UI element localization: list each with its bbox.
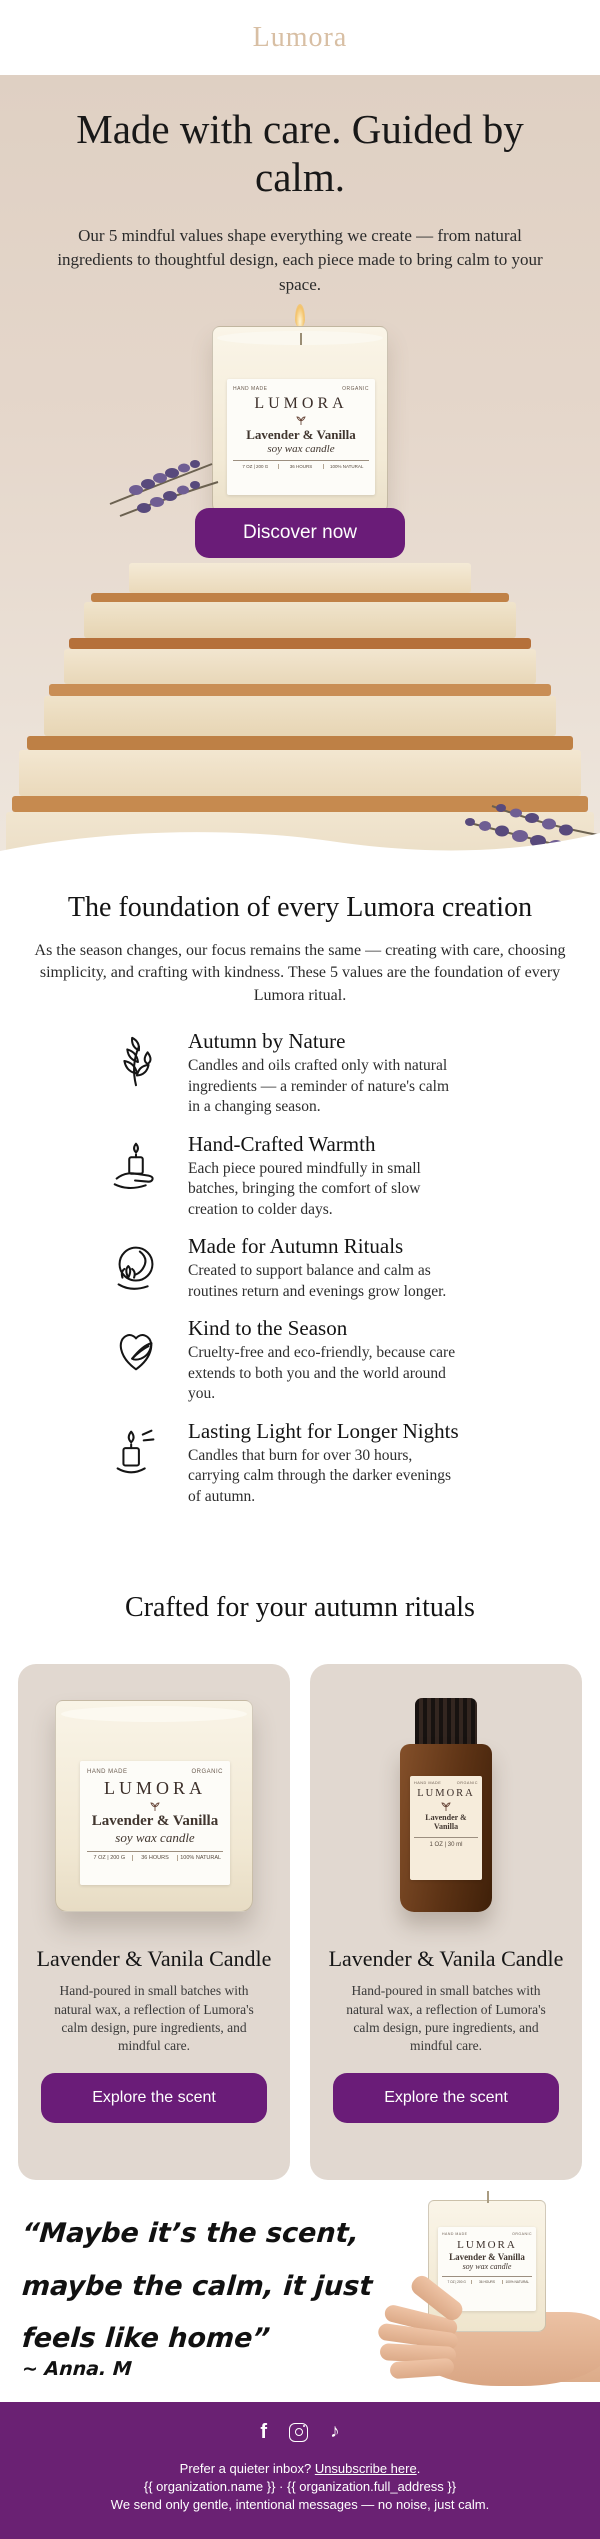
label-type: soy wax candle bbox=[462, 2262, 512, 2271]
unsubscribe-link[interactable]: Unsubscribe here bbox=[314, 2461, 417, 2476]
label-specs bbox=[233, 460, 369, 469]
bottle-cap bbox=[415, 1698, 477, 1746]
product-description: Hand-poured in small batches with natural wax, a reflection of Lumora's calm design, pure ingredients, and mindful care. bbox=[54, 1983, 254, 2054]
email-footer bbox=[0, 2402, 600, 2539]
label-organic: ORGANIC bbox=[512, 2232, 532, 2236]
footer-text bbox=[0, 2460, 600, 2514]
value-body: Each piece poured mindfully in small batches, bringing the comfort of slow creation to colder days. bbox=[188, 1159, 421, 1218]
label-scent: Lavender & Vanilla bbox=[425, 1813, 467, 1831]
label-scent: Lavender & Vanilla bbox=[246, 426, 356, 442]
oil-label bbox=[410, 1776, 482, 1880]
value-row-kind-to-the-season bbox=[100, 1316, 500, 1405]
label-spec-size: 7 OZ | 200 G bbox=[242, 463, 269, 469]
label-handmade: HAND MADE bbox=[414, 1781, 442, 1785]
label-brand: LUMORA bbox=[103, 1778, 206, 1798]
brand-wordmark: Lumora bbox=[252, 21, 348, 53]
label-handmade: HAND MADE bbox=[442, 2232, 468, 2236]
product-card-oil bbox=[310, 1664, 582, 2180]
value-body: Candles and oils crafted only with natural ingredients — a reminder of nature's calm in a changing season. bbox=[188, 1057, 450, 1116]
testimonial-attribution: ~ Anna. M bbox=[21, 2358, 133, 2380]
value-body: Cruelty-free and eco-friendly, because care extends to both you and the world around you. bbox=[188, 1344, 456, 1403]
tiktok-icon[interactable]: ♪ bbox=[330, 2421, 340, 2442]
discover-now-button[interactable]: Discover now bbox=[195, 508, 405, 558]
label-spec-burn: 36 HOURS bbox=[278, 464, 324, 469]
values-heading: The foundation of every Lumora creation bbox=[67, 892, 533, 923]
value-row-lasting-light bbox=[100, 1419, 500, 1508]
testimonial-quote bbox=[22, 2208, 372, 2366]
values-list bbox=[100, 1029, 500, 1507]
glowing-candle-icon bbox=[100, 1419, 172, 1508]
label-spec-size: 7 OZ | 200 G bbox=[447, 2280, 466, 2284]
label-organic: ORGANIC bbox=[342, 385, 369, 392]
label-type: soy wax candle bbox=[267, 442, 335, 455]
candle-jar-photo bbox=[32, 1680, 276, 1932]
social-links bbox=[0, 2402, 600, 2446]
product-title: Lavender & Vanila Candle bbox=[328, 1946, 564, 1971]
explore-scent-button[interactable]: Explore the scent bbox=[41, 2073, 267, 2123]
label-brand: LUMORA bbox=[417, 1788, 475, 1799]
hand-holding-candle-photo bbox=[350, 2200, 600, 2390]
label-scent: Lavender & Vanilla bbox=[91, 1813, 219, 1829]
label-organic: ORGANIC bbox=[456, 1781, 478, 1785]
explore-scent-button[interactable]: Explore the scent bbox=[333, 2073, 559, 2123]
value-title: Autumn by Nature bbox=[188, 1029, 346, 1054]
lavender-sprig-left bbox=[100, 424, 240, 520]
tagline-line: We send only gentle, intentional messages — no noise, just calm. bbox=[110, 2496, 490, 2512]
unsubscribe-line bbox=[0, 2460, 600, 2478]
candle-label bbox=[80, 1761, 230, 1885]
product-card-candle bbox=[18, 1664, 290, 2180]
value-title: Hand-Crafted Warmth bbox=[188, 1131, 376, 1156]
label-spec-natural: 100% NATURAL bbox=[502, 2280, 532, 2284]
label-spec-burn: 36 HOURS bbox=[132, 1855, 178, 1861]
plant-sprig-icon bbox=[149, 1800, 161, 1812]
heart-leaf-icon bbox=[100, 1316, 172, 1405]
values-section bbox=[0, 858, 600, 1570]
label-spec-natural: 100% NATURAL bbox=[177, 1855, 223, 1861]
candle-label bbox=[227, 379, 375, 495]
product-title: Lavender & Vanila Candle bbox=[36, 1946, 272, 1971]
label-specs bbox=[87, 1851, 223, 1861]
hero-intro: Our 5 mindful values shape everything we create — from natural ingredients to thoughtful design, each piece made to bring calm to your space. bbox=[57, 225, 543, 295]
value-row-autumn-by-nature bbox=[100, 1029, 500, 1118]
quote-line: maybe the calm, it just bbox=[20, 2270, 374, 2302]
products-section bbox=[0, 1570, 600, 2190]
plant-sprig-icon bbox=[440, 1800, 452, 1812]
value-row-hand-crafted-warmth bbox=[100, 1132, 500, 1221]
value-title: Lasting Light for Longer Nights bbox=[188, 1418, 459, 1443]
label-specs bbox=[442, 2276, 532, 2284]
oil-bottle-photo bbox=[324, 1680, 568, 1932]
label-brand: LUMORA bbox=[457, 2239, 517, 2251]
value-title: Made for Autumn Rituals bbox=[188, 1234, 404, 1259]
unsubscribe-suffix: . bbox=[416, 2461, 421, 2476]
mindful-ritual-icon bbox=[100, 1234, 172, 1302]
testimonial-section bbox=[0, 2190, 600, 2402]
label-brand: LUMORA bbox=[254, 394, 348, 412]
product-cards bbox=[0, 1664, 600, 2180]
leaf-sprig-icon bbox=[100, 1029, 172, 1118]
hero-photo bbox=[0, 306, 600, 858]
label-organic: ORGANIC bbox=[191, 1769, 223, 1775]
label-type: soy wax candle bbox=[115, 1830, 195, 1845]
label-spec-size: 7 OZ | 200 G bbox=[93, 1855, 126, 1861]
section-wave-divider bbox=[0, 825, 600, 858]
label-handmade: HAND MADE bbox=[233, 385, 268, 392]
hand-candle-icon bbox=[100, 1132, 172, 1221]
products-heading: Crafted for your autumn rituals bbox=[125, 1592, 475, 1623]
hero-heading: Made with care. Guided by calm. bbox=[76, 106, 524, 201]
label-handmade: HAND MADE bbox=[87, 1769, 128, 1775]
value-body: Created to support balance and calm as routines return and evenings grow longer. bbox=[188, 1262, 447, 1300]
candle-wick bbox=[300, 333, 302, 345]
candle-flame bbox=[295, 304, 305, 328]
facebook-icon[interactable]: f bbox=[260, 2420, 268, 2443]
quote-line: “Maybe it’s the scent, bbox=[20, 2218, 360, 2249]
instagram-icon[interactable] bbox=[289, 2423, 308, 2442]
label-spec-volume: 1 OZ | 30 ml bbox=[414, 1837, 478, 1848]
plant-sprig-icon bbox=[295, 414, 307, 426]
email-header bbox=[0, 0, 600, 75]
unsubscribe-prefix: Prefer a quieter inbox? bbox=[179, 2461, 315, 2476]
organization-line: {{ organization.name }} · {{ organization.full_address }} bbox=[143, 2478, 457, 2494]
label-scent: Lavender & Vanilla bbox=[449, 2252, 525, 2262]
product-description: Hand-poured in small batches with natural wax, a reflection of Lumora's calm design, pure ingredients, and mindful care. bbox=[346, 1983, 546, 2054]
hero-section bbox=[0, 75, 600, 858]
label-spec-natural: 100% NATURAL bbox=[323, 464, 369, 469]
label-spec-burn: 36 HOURS bbox=[471, 2280, 501, 2284]
values-intro: As the season changes, our focus remains the same — creating with care, choosing simplicity, and crafting with kindness. These 5 values are the foundation of every Lumora ritual. bbox=[34, 942, 566, 1004]
value-body: Candles that burn for over 30 hours, carrying calm through the darker evenings of autumn. bbox=[188, 1446, 451, 1505]
quote-line: feels like home” bbox=[20, 2323, 272, 2355]
value-row-made-for-autumn-rituals bbox=[100, 1234, 500, 1302]
value-title: Kind to the Season bbox=[188, 1316, 348, 1341]
